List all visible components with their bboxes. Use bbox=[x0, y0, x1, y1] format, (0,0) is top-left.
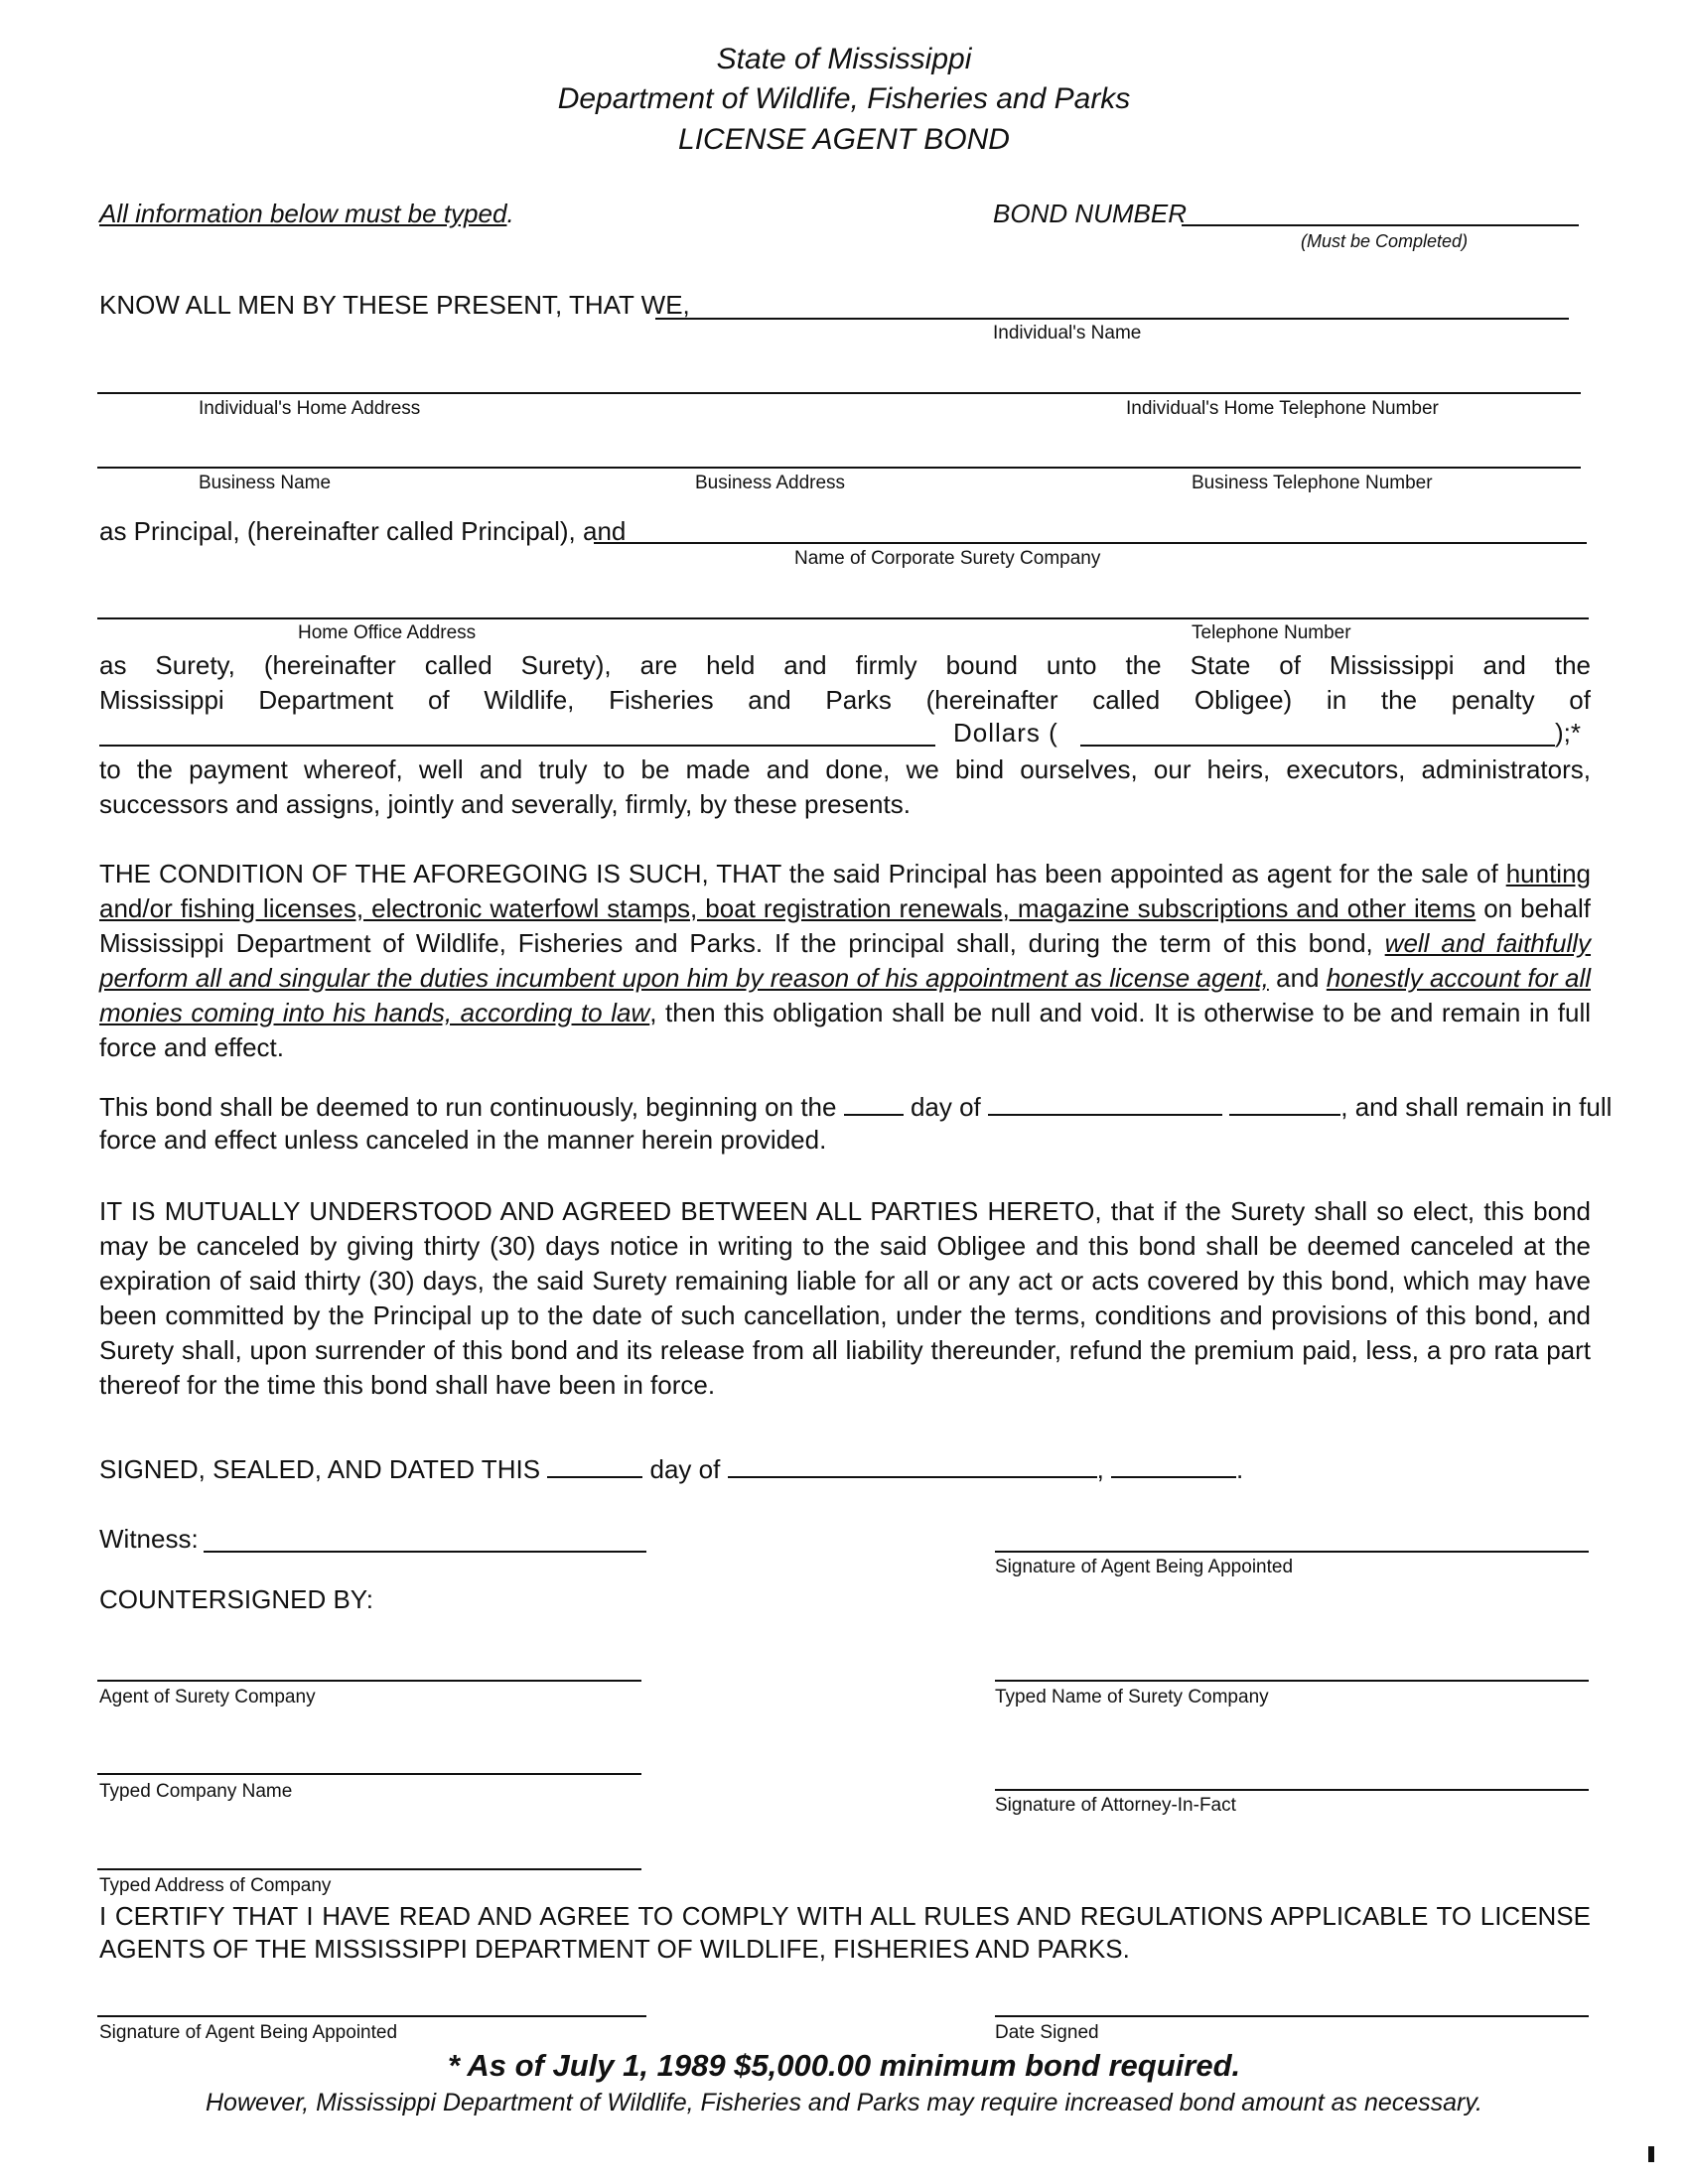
continuous-text-a: This bond shall be deemed to run continuously, beginning on the bbox=[99, 1092, 837, 1122]
home-office-phone-field[interactable] bbox=[97, 617, 1589, 619]
payment-whereof-line: to the payment whereof, well and truly to be made and done, we bind ourselves, our heirs, executors, administrators, bbox=[99, 754, 1591, 784]
certify-agent-signature-label: Signature of Agent Being Appointed bbox=[99, 2022, 398, 2043]
agent-of-surety-field[interactable] bbox=[97, 1680, 641, 1682]
successors-line: successors and assigns, jointly and severally, firmly, by these presents. bbox=[99, 789, 911, 819]
attorney-signature-field[interactable] bbox=[995, 1789, 1589, 1791]
continuous-text-b: day of bbox=[910, 1092, 981, 1122]
dollars-label: Dollars ( bbox=[953, 718, 1058, 748]
as-principal-text: as Principal, (hereinafter called Principal), and bbox=[99, 516, 627, 546]
typed-notice bbox=[99, 199, 514, 229]
start-day-field[interactable] bbox=[844, 1090, 904, 1116]
condition-paragraph bbox=[99, 857, 1591, 1065]
individual-name-field[interactable] bbox=[655, 318, 1569, 320]
surety-company-label: Name of Corporate Surety Company bbox=[794, 548, 1101, 569]
surety-bound-line2: Mississippi Department of Wildlife, Fisheries and Parks (hereinafter called Obligee) in the penalty of bbox=[99, 685, 1591, 715]
condition-text-4: , then this obligation shall be null and void. It is otherwise to be and remain in full force and effect. bbox=[99, 998, 1591, 1062]
start-month-field[interactable] bbox=[988, 1090, 1222, 1116]
condition-items-underlined: hunting and/or fishing licenses, electronic waterfowl stamps, boat registration renewals, magazine subscriptions and other items bbox=[99, 859, 1591, 923]
signed-text-b: day of bbox=[649, 1454, 721, 1484]
signed-year-field[interactable] bbox=[1111, 1452, 1236, 1478]
business-address-label: Business Address bbox=[695, 473, 846, 493]
agent-signature-label: Signature of Agent Being Appointed bbox=[995, 1557, 1294, 1577]
continuous-line bbox=[99, 1090, 1612, 1123]
surety-company-field[interactable] bbox=[594, 542, 1587, 544]
continuous-text-c: , and shall remain in full bbox=[1340, 1092, 1613, 1122]
surety-bound-line1: as Surety, (hereinafter called Surety), are held and firmly bound unto the State of Mississippi and the bbox=[99, 650, 1591, 680]
form-title-state: State of Mississippi bbox=[716, 43, 972, 75]
form-title: LICENSE AGENT BOND bbox=[678, 123, 1010, 156]
typed-address-label: Typed Address of Company bbox=[99, 1875, 332, 1896]
bond-number-label: BOND NUMBER bbox=[993, 199, 1188, 228]
continuous-line-2: force and effect unless canceled in the manner herein provided. bbox=[99, 1125, 827, 1155]
witness-label: Witness: bbox=[99, 1524, 199, 1554]
condition-text-3: and bbox=[1268, 963, 1327, 993]
business-name-label: Business Name bbox=[199, 473, 332, 493]
bond-number-field[interactable] bbox=[1182, 224, 1579, 226]
condition-text-2: on behalf Mississippi Department of Wildlife, Fisheries and Parks. If the principal shall, during the term of this bond, bbox=[99, 893, 1591, 958]
witness-field[interactable] bbox=[204, 1551, 646, 1553]
date-signed-field[interactable] bbox=[995, 2015, 1589, 2017]
condition-account-underlined: honestly account for all monies coming into his hands, according to law bbox=[99, 963, 1591, 1027]
home-address-label: Individual's Home Address bbox=[199, 398, 421, 419]
penalty-amount-field[interactable] bbox=[1080, 745, 1555, 747]
must-be-completed-note: (Must be Completed) bbox=[1301, 231, 1469, 251]
countersigned-by-label: COUNTERSIGNED BY: bbox=[99, 1584, 373, 1614]
typed-name-surety-label: Typed Name of Surety Company bbox=[995, 1687, 1269, 1707]
mutual-agreement-paragraph: IT IS MUTUALLY UNDERSTOOD AND AGREED BETWEEN ALL PARTIES HERETO, that if the Surety shall so elect, this bond may be canceled by giving thirty (30) days notice in writing to the said Obligee and this bond shall be deemed canceled at the expiration of said thirty (30) days, the said Surety remaining liable for all or any act or acts covered by this bond, which may have been committed by the Principal up to the date of such cancellation, under the terms, conditions and provisions of this bond, and Surety shall, upon surrender of this bond and its release from all liability thereunder, refund the premium paid, less, a pro rata part thereof for the time this bond shall have been in force. bbox=[99, 1196, 1591, 1400]
typed-company-name-field[interactable] bbox=[97, 1773, 641, 1775]
business-info-field[interactable] bbox=[97, 467, 1581, 469]
home-office-address-label: Home Office Address bbox=[298, 622, 477, 643]
signed-period: . bbox=[1236, 1454, 1244, 1484]
certify-line1: I CERTIFY THAT I HAVE READ AND AGREE TO COMPLY WITH ALL RULES AND REGULATIONS APPLICABLE TO LICENSE bbox=[99, 1901, 1591, 1931]
start-year-field[interactable] bbox=[1229, 1090, 1340, 1116]
certify-agent-signature-field[interactable] bbox=[97, 2015, 646, 2017]
signed-comma: , bbox=[1096, 1454, 1104, 1484]
page-mark bbox=[1648, 2146, 1654, 2162]
business-phone-label: Business Telephone Number bbox=[1192, 473, 1433, 493]
date-signed-label: Date Signed bbox=[995, 2022, 1099, 2043]
increased-bond-notice: However, Mississippi Department of Wildlife, Fisheries and Parks may require increased bond amount as necessary. bbox=[206, 2089, 1482, 2116]
home-phone-label: Individual's Home Telephone Number bbox=[1126, 398, 1439, 419]
typed-notice-text: All information below must be typed bbox=[99, 199, 507, 228]
penalty-words-field[interactable] bbox=[99, 745, 935, 747]
agent-of-surety-label: Agent of Surety Company bbox=[99, 1687, 316, 1707]
typed-address-field[interactable] bbox=[97, 1868, 641, 1870]
typed-notice-period: . bbox=[506, 199, 514, 228]
signed-sealed-line bbox=[99, 1452, 1243, 1485]
typed-name-surety-field[interactable] bbox=[995, 1680, 1589, 1682]
agent-signature-field[interactable] bbox=[995, 1551, 1589, 1553]
certify-line2: AGENTS OF THE MISSISSIPPI DEPARTMENT OF WILDLIFE, FISHERIES AND PARKS. bbox=[99, 1934, 1130, 1964]
typed-company-name-label: Typed Company Name bbox=[99, 1781, 293, 1802]
form-title-department: Department of Wildlife, Fisheries and Parks bbox=[557, 82, 1131, 115]
signed-day-field[interactable] bbox=[547, 1452, 642, 1478]
attorney-signature-label: Signature of Attorney-In-Fact bbox=[995, 1795, 1236, 1816]
signed-text-a: SIGNED, SEALED, AND DATED THIS bbox=[99, 1454, 541, 1484]
telephone-number-label: Telephone Number bbox=[1192, 622, 1351, 643]
know-all-men-text: KNOW ALL MEN BY THESE PRESENT, THAT WE, bbox=[99, 290, 690, 320]
condition-duties-underlined: well and faithfully perform all and singular the duties incumbent upon him by reason of his appointment as license agent, bbox=[99, 928, 1592, 993]
minimum-bond-notice: * As of July 1, 1989 $5,000.00 minimum bond required. bbox=[447, 2048, 1241, 2083]
signed-month-field[interactable] bbox=[728, 1452, 1097, 1478]
condition-text-1: THE CONDITION OF THE AFOREGOING IS SUCH, THAT the said Principal has been appointed as agent for the sale of bbox=[99, 859, 1506, 888]
penalty-close: );* bbox=[1555, 718, 1581, 748]
home-address-phone-field[interactable] bbox=[97, 392, 1581, 394]
individual-name-label: Individual's Name bbox=[993, 323, 1142, 343]
